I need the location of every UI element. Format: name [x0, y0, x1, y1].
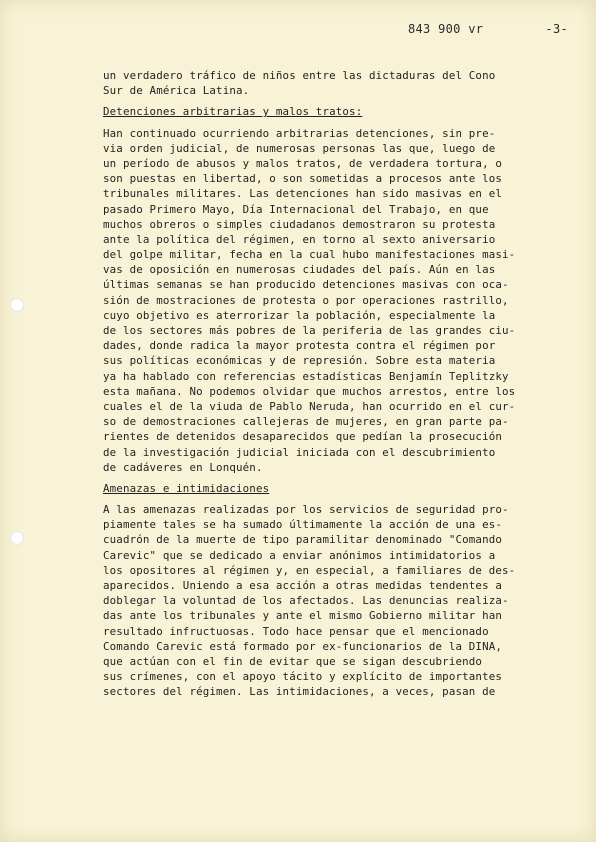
text-line: resultado infructuosas. Todo hace pensar que el mencionado: [103, 624, 489, 638]
text-line: cuales el de la viuda de Pablo Neruda, han ocurrido en el cur-: [103, 399, 516, 413]
text-line: dades, donde radica la mayor protesta contra el régimen por: [103, 339, 496, 353]
text-line: aparecidos. Uniendo a esa acción a otras medidas tendentes a: [103, 579, 503, 592]
page-number: -3-: [545, 22, 568, 36]
text-line: sus políticas económicas y de represión. Sobre esta materia: [103, 354, 496, 368]
text-line: un verdadero tráfico de niños entre las dictaduras del Cono: [103, 69, 496, 82]
text-line: via orden judicial, de numerosas personas las que, luego de: [103, 141, 496, 155]
text-line: Han continuado ocurriendo arbitrarias detenciones, sin pre-: [103, 126, 496, 140]
punch-hole: [10, 531, 24, 545]
text-line: que actúan con el fin de evitar que se sigan descubriendo: [103, 654, 483, 668]
text-line: sectores del régimen. Las intimidaciones, a veces, pasan de: [103, 685, 496, 699]
text-line: doblegar la voluntad de los afectados. Las denuncias realiza-: [103, 594, 509, 608]
text-line: so de demostraciones callejeras de mujeres, en gran parte pa-: [103, 415, 509, 429]
text-line: un período de abusos y malos tratos, de verdadera tortura, o: [103, 156, 503, 170]
text-line: sión de mostraciones de protesta o por operaciones rastrillo,: [103, 293, 509, 307]
punch-hole: [10, 298, 24, 312]
text-line: ante la política del régimen, en torno al sexto aniversario: [103, 232, 496, 246]
text-line: de cadáveres en Lonquén.: [103, 460, 263, 474]
document-body: [103, 68, 553, 700]
text-line: vas de oposición en numerosas ciudades del país. Aún en las: [103, 263, 496, 277]
text-line: de los sectores más pobres de la periferia de las grandes ciu-: [103, 324, 516, 337]
section-heading: Amenazas e intimidaciones: [103, 481, 270, 495]
text-line: tribunales militares. Las detenciones han sido masivas en el: [103, 187, 503, 201]
text-line: Comando Carevic está formado por ex-funcionarios de la DINA,: [103, 639, 503, 653]
text-line: A las amenazas realizadas por los servicios de seguridad pro-: [103, 503, 509, 517]
text-line: Sur de América Latina.: [103, 84, 250, 98]
text-line: del golpe militar, fecha en la cual hubo manifestaciones masi-: [103, 248, 516, 262]
document-code: 843 900 vr: [408, 22, 484, 36]
text-line: de la investigación judicial iniciada con el descubrimiento: [103, 445, 496, 459]
text-line: Carevic" que se dedicado a enviar anónimos intimidatorios a: [103, 548, 496, 562]
text-line: esta mañana. No podemos olvidar que muchos arrestos, entre los: [103, 384, 516, 398]
section-heading: Detenciones arbitrarias y malos tratos:: [103, 105, 363, 119]
text-line: piamente tales se ha sumado últimamente la acción de una es-: [103, 518, 503, 532]
text-line: das ante los tribunales y ante el mismo Gobierno militar han: [103, 609, 503, 623]
text-line: sus crímenes, con el apoyo tácito y explícito de importantes: [103, 670, 503, 684]
text-line: últimas semanas se han producido detenciones masivas con oca-: [103, 278, 509, 292]
text-line: los opositores al régimen y, en especial, a familiares de des-: [103, 563, 516, 577]
text-line: pasado Primero Mayo, Día Internacional del Trabajo, en que: [103, 202, 489, 216]
text-line: rientes de detenidos desaparecidos que pedían la prosecución: [103, 430, 503, 444]
text-line: son puestas en libertad, o son sometidas a procesos ante los: [103, 172, 503, 186]
text-line: cuadrón de la muerte de tipo paramilitar denominado "Comando: [103, 533, 503, 547]
text-line: ya ha hablado con referencias estadísticas Benjamín Teplitzky: [103, 369, 509, 383]
text-line: muchos obreros o simples ciudadanos demostraron su protesta: [103, 217, 496, 231]
text-line: cuyo objetivo es aterrorizar la población, especialmente la: [103, 308, 496, 322]
